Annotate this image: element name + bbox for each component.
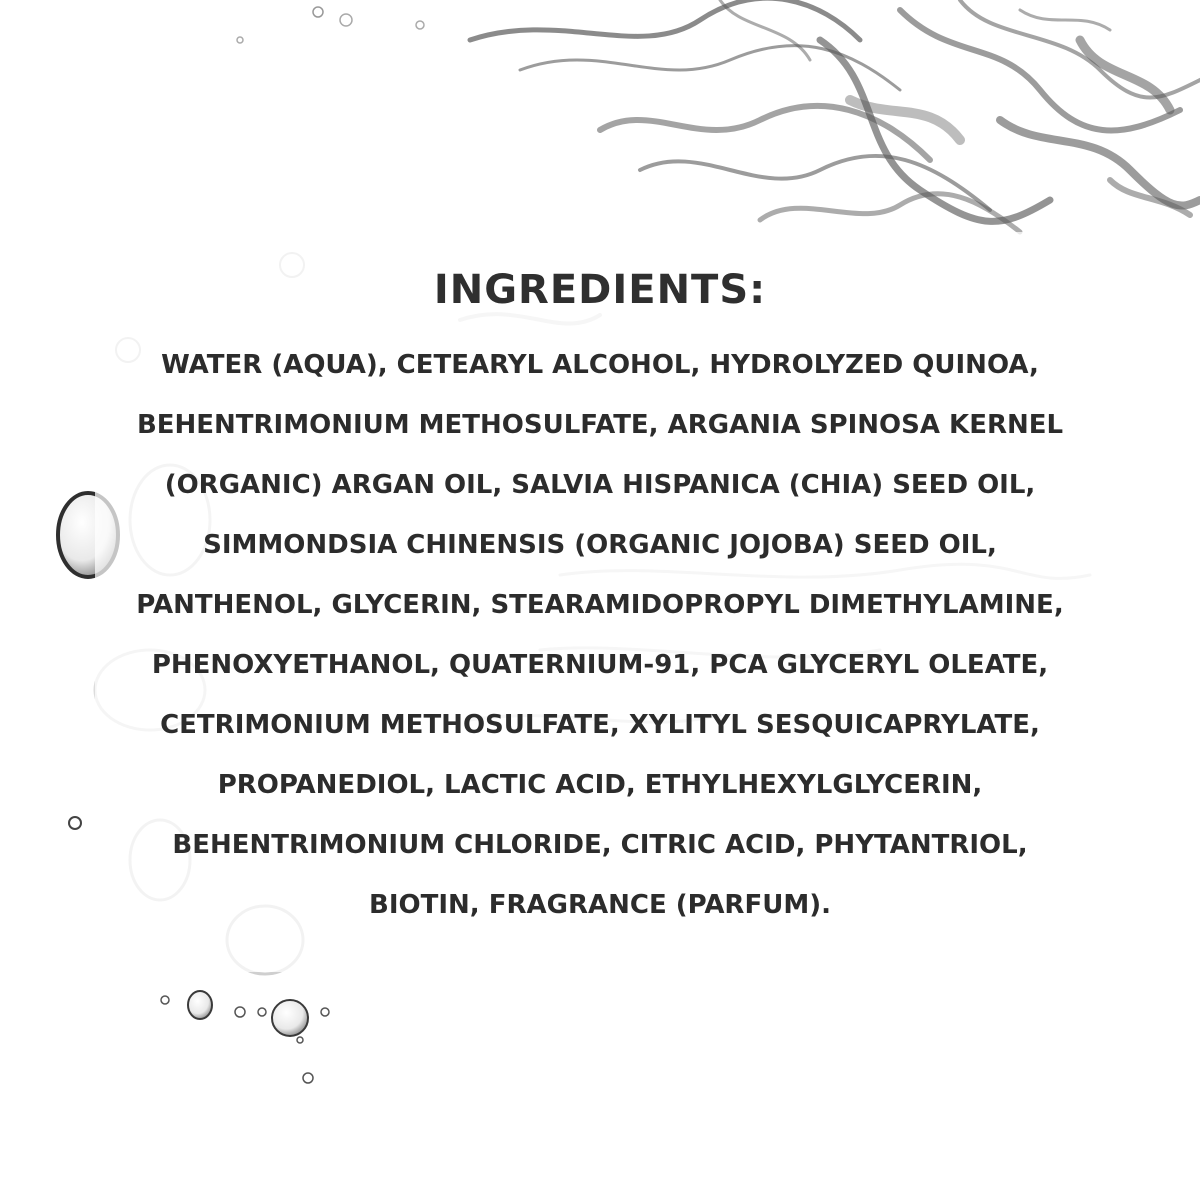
ingredient-line: PANTHENOL, GLYCERIN, STEARAMIDOPROPYL DIMETHYLAMINE, <box>136 590 1064 620</box>
ingredient-line: BIOTIN, FRAGRANCE (PARFUM). <box>369 890 831 920</box>
ingredient-line: SIMMONDSIA CHINENSIS (ORGANIC JOJOBA) SEED OIL, <box>203 530 997 560</box>
ingredient-line: PHENOXYETHANOL, QUATERNIUM-91, PCA GLYCERYL OLEATE, <box>151 650 1049 680</box>
ingredient-list <box>110 340 1090 940</box>
ingredient-line: PROPANEDIOL, LACTIC ACID, ETHYLHEXYLGLYCERIN, <box>217 770 983 800</box>
ingredient-line: (ORGANIC) ARGAN OIL, SALVIA HISPANICA (CHIA) SEED OIL, <box>164 470 1036 500</box>
water-splash <box>470 0 1200 232</box>
ingredient-line: CETRIMONIUM METHOSULFATE, XYLITYL SESQUICAPRYLATE, <box>160 710 1040 740</box>
ingredient-line: BEHENTRIMONIUM METHOSULFATE, ARGANIA SPINOSA KERNEL <box>136 410 1064 440</box>
ingredient-line: WATER (AQUA), CETEARYL ALCOHOL, HYDROLYZED QUINOA, <box>161 350 1039 380</box>
ingredient-line: BEHENTRIMONIUM CHLORIDE, CITRIC ACID, PHYTANTRIOL, <box>172 830 1028 860</box>
ingredients-heading: INGREDIENTS: <box>433 267 767 313</box>
